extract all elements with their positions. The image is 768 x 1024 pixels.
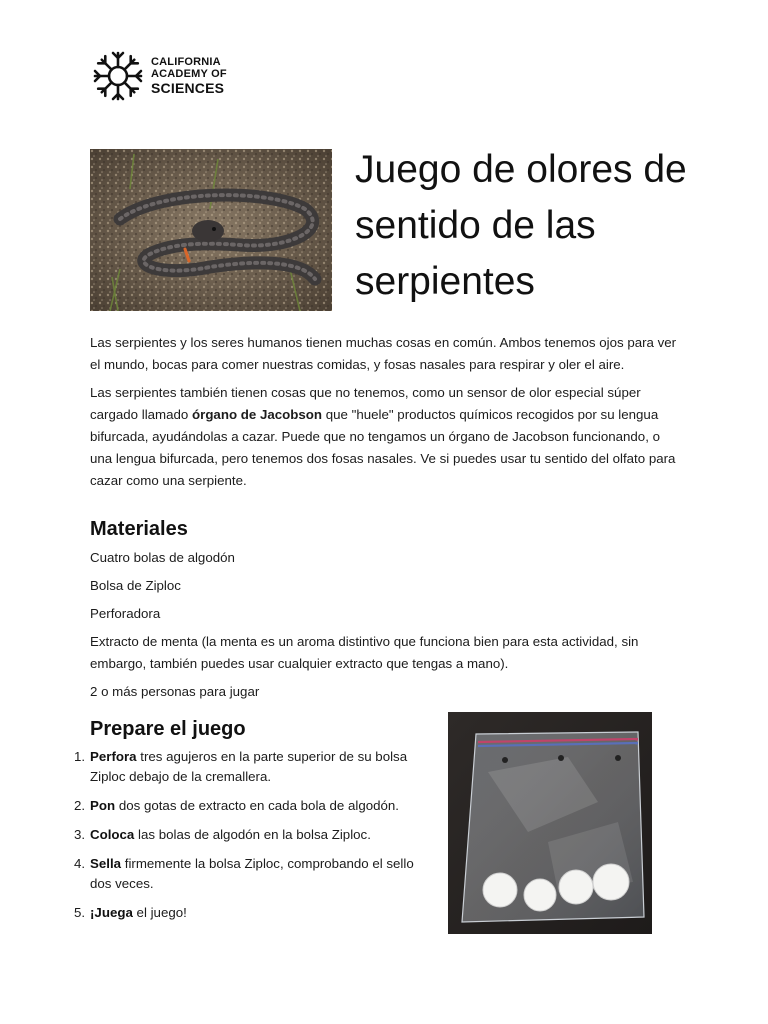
list-item: Extracto de menta (la menta es un aroma distintivo que funciona bien para esta actividad, sin embargo, también puedes usar cualquier extracto que tengas a mano). bbox=[90, 634, 639, 671]
list-item: 2 o más personas para jugar bbox=[90, 684, 260, 699]
step-number: 5. bbox=[74, 905, 86, 920]
setup-heading: Prepare el juego bbox=[90, 718, 246, 740]
materials-list bbox=[90, 547, 680, 709]
list-item bbox=[74, 825, 435, 845]
list-item: Bolsa de Ziploc bbox=[90, 578, 181, 593]
list-item bbox=[74, 796, 435, 816]
intro-p2-text-before: Las serpientes también tienen cosas que no tenemos, como un sensor de olor especial súper cargado llamado bbox=[90, 385, 641, 422]
intro-paragraph-2 bbox=[90, 382, 680, 492]
materials-heading: Materiales bbox=[90, 518, 188, 540]
step-verb: Sella bbox=[90, 856, 122, 871]
step-text: el juego! bbox=[132, 905, 187, 920]
logo-line-2: ACADEMY OF bbox=[151, 68, 227, 80]
setup-steps bbox=[74, 747, 435, 932]
list-item: Cuatro bolas de algodón bbox=[90, 550, 235, 565]
step-number: 3. bbox=[74, 827, 86, 842]
step-verb: Perfora bbox=[90, 749, 137, 764]
step-number: 2. bbox=[74, 798, 86, 813]
logo-line-3: SCIENCES bbox=[151, 80, 225, 96]
step-number: 4. bbox=[74, 856, 86, 871]
step-verb: ¡Juega bbox=[90, 905, 133, 920]
academy-logo bbox=[92, 50, 227, 102]
snowflake-logo-icon bbox=[92, 50, 144, 102]
ziploc-bag-photo bbox=[448, 712, 652, 934]
list-item bbox=[74, 854, 435, 894]
list-item: Perforadora bbox=[90, 606, 161, 621]
step-text: firmemente la bolsa Ziploc, comprobando el sello dos veces. bbox=[90, 856, 414, 891]
step-text: las bolas de algodón en la bolsa Ziploc. bbox=[134, 827, 371, 842]
logo-text bbox=[151, 56, 227, 96]
list-item bbox=[74, 903, 435, 923]
step-text: dos gotas de extracto en cada bola de algodón. bbox=[115, 798, 400, 813]
step-verb: Coloca bbox=[90, 827, 135, 842]
list-item bbox=[74, 747, 435, 787]
step-text: tres agujeros en la parte superior de su bolsa Ziploc debajo de la cremallera. bbox=[90, 749, 408, 784]
page-title: Juego de olores de sentido de las serpientes bbox=[355, 148, 687, 303]
step-number: 1. bbox=[74, 749, 86, 764]
intro-paragraph-1: Las serpientes y los seres humanos tienen muchas cosas en común. Ambos tenemos ojos para ver el mundo, bocas para comer nuestras comidas, y fosas nasales para respirar y oler el aire. bbox=[90, 335, 677, 372]
intro-p2-text-after: que "huele" productos químicos recogidos por su lengua bifurcada, ayudándolas a cazar. Puede que no tengamos un órgano de Jacobson funcionando, o una lengua bifurcada, pero tenemos dos fosas nasales. Ve si puedes usar tu sentido del olfato para cazar como una serpiente. bbox=[90, 407, 676, 488]
snake-photo bbox=[90, 149, 332, 311]
logo-line-1: CALIFORNIA bbox=[151, 56, 221, 68]
jacobson-organ-term: órgano de Jacobson bbox=[192, 407, 323, 422]
step-verb: Pon bbox=[90, 798, 116, 813]
